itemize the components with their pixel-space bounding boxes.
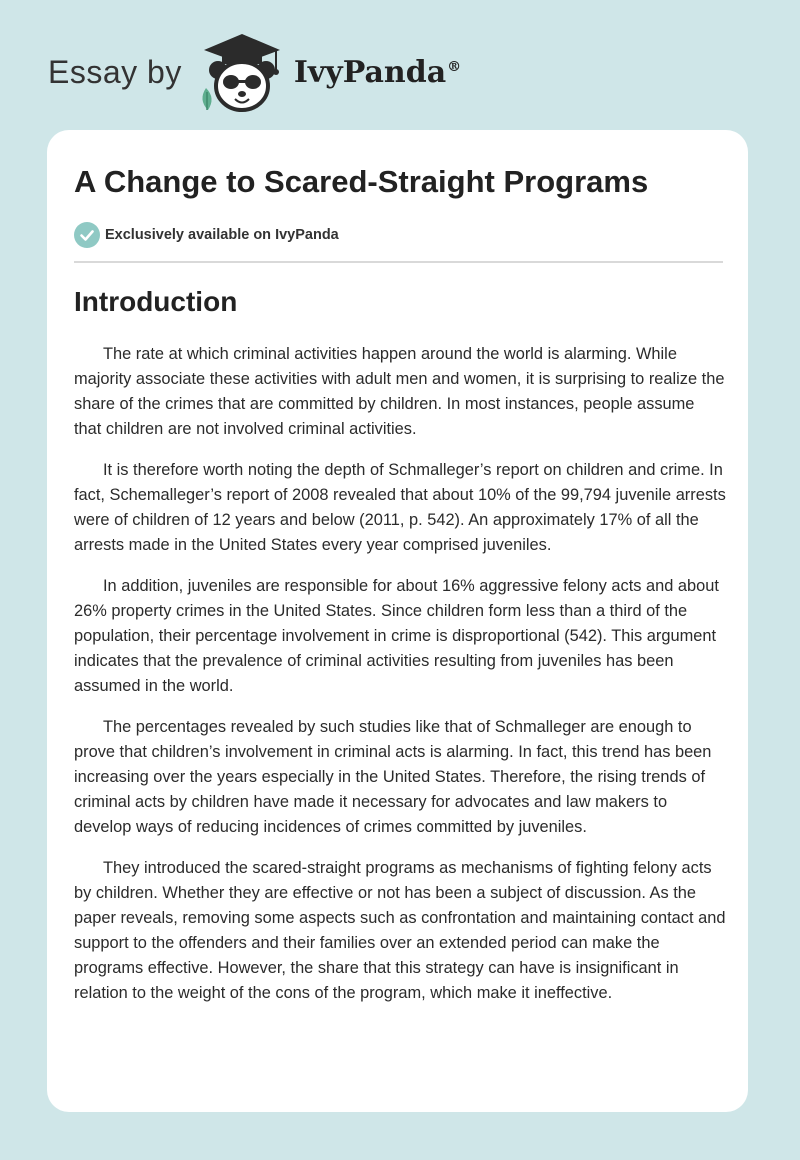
paragraph: The rate at which criminal activities happen around the world is alarming. While majority associate these activities with adult men and women, it is surprising to realize the share of the crimes that are committed by children. In most instances, people assume that children are not involved criminal activities. xyxy=(74,345,725,438)
paragraph: The percentages revealed by such studies like that of Schmalleger are enough to prove that children’s involvement in criminal acts is alarming. In fact, this trend has been increasing over the years especially in the United States. Therefore, the rising trends of criminal acts by children have made it necessary for advocates and law makers to develop ways of reducing incidences of crimes committed by juveniles. xyxy=(74,718,712,836)
brand-name-text: IvyPanda xyxy=(293,54,447,90)
panda-graduate-icon xyxy=(196,30,288,114)
registered-mark: ® xyxy=(447,58,462,75)
exclusive-badge xyxy=(74,222,339,248)
check-circle-icon xyxy=(74,222,100,248)
paragraph: In addition, juveniles are responsible for about 16% aggressive felony acts and about 26% property crimes in the United States. Since children form less than a third of the population, their percentage involvement in crime is disproportional (542). This argument indicates that the prevalence of criminal activities resulting from juveniles has been assumed in the world. xyxy=(74,577,719,695)
paragraph: It is therefore worth noting the depth of Schmalleger’s report on children and crime. In fact, Schemalleger’s report of 2008 revealed that about 10% of the 99,794 juvenile arrests were of children of 12 years and below (2011, p. 542). An approximately 17% of all the arrests made in the United States every year comprised juveniles. xyxy=(74,461,726,554)
divider xyxy=(74,261,723,263)
section-body xyxy=(74,342,726,1022)
page-title: A Change to Scared-Straight Programs xyxy=(74,164,649,199)
article-card xyxy=(47,130,748,1112)
essay-by-label: Essay by xyxy=(48,53,182,90)
exclusive-label: Exclusively available on IvyPanda xyxy=(105,227,339,243)
section-heading: Introduction xyxy=(74,286,238,317)
site-header xyxy=(48,30,461,114)
paragraph: They introduced the scared-straight programs as mechanisms of fighting felony acts by children. Whether they are effective or not has been a subject of discussion. As the paper reveals, removing some aspects such as confrontation and maintaining contact and support to the offenders and their families over an extended period can make the programs effective. However, the share that this strategy can have is insignificant in relation to the weight of the cons of the program, which make it ineffective. xyxy=(74,859,726,1002)
brand-name[interactable] xyxy=(294,55,461,90)
